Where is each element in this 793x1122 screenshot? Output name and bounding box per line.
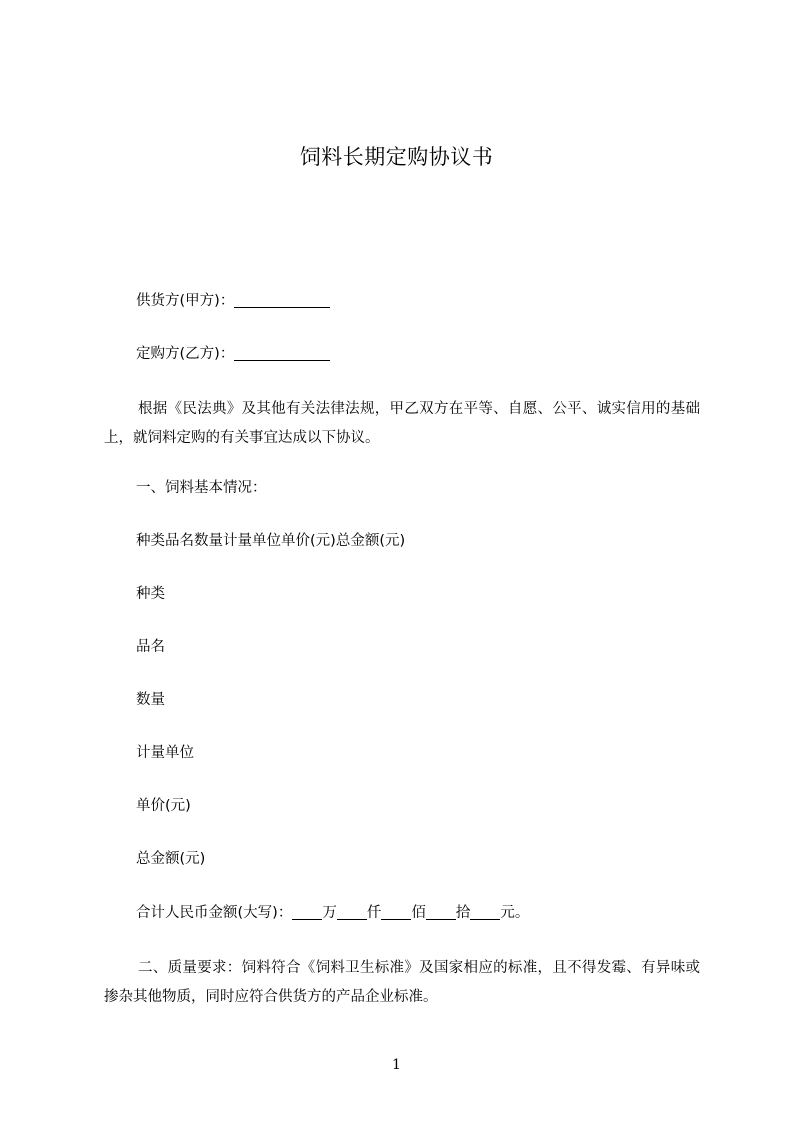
field-category: 种类 <box>136 586 165 602</box>
field-total-amount: 总金额(元) <box>136 851 206 867</box>
table-header-row: 种类品名数量计量单位单价(元)总金额(元) <box>136 533 406 549</box>
page-number: 1 <box>392 1057 401 1073</box>
blank-qian <box>337 904 367 920</box>
preamble-paragraph: 根据《民法典》及其他有关法律法规，甲乙双方在平等、自愿、公平、诚实信用的基础上，就饲料定购的有关事宜达成以下协议。 <box>104 401 700 446</box>
unit-bai: 佰 <box>411 905 426 921</box>
section2-paragraph: 二、质量要求：饲料符合《饲料卫生标准》及国家相应的标准，且不得发霉、有异味或掺杂其他物质，同时应符合供货方的产品企业标准。 <box>104 960 700 1005</box>
buyer-label: 定购方(乙方)： <box>136 346 235 362</box>
unit-qian: 仟 <box>366 905 382 921</box>
blank-shi <box>426 904 456 920</box>
blank-wan <box>292 904 322 920</box>
blank-yuan <box>470 904 500 920</box>
supplier-line <box>136 291 330 311</box>
buyer-blank <box>234 345 330 361</box>
section1-heading: 一、饲料基本情况： <box>136 480 267 496</box>
document-title: 饲料长期定购协议书 <box>299 145 494 169</box>
buyer-line <box>136 344 330 364</box>
unit-shi: 拾 <box>455 905 471 921</box>
field-unit: 计量单位 <box>136 745 194 761</box>
unit-wan: 万 <box>322 905 337 921</box>
field-unit-price: 单价(元) <box>136 798 191 814</box>
field-product-name: 品名 <box>136 639 165 655</box>
total-amount-line <box>136 903 529 923</box>
blank-bai <box>381 904 411 920</box>
unit-yuan: 元。 <box>500 905 530 921</box>
supplier-blank <box>234 292 330 308</box>
field-quantity: 数量 <box>136 692 165 708</box>
supplier-label: 供货方(甲方)： <box>136 293 235 309</box>
total-amount-label: 合计人民币金额(大写)： <box>136 905 293 921</box>
